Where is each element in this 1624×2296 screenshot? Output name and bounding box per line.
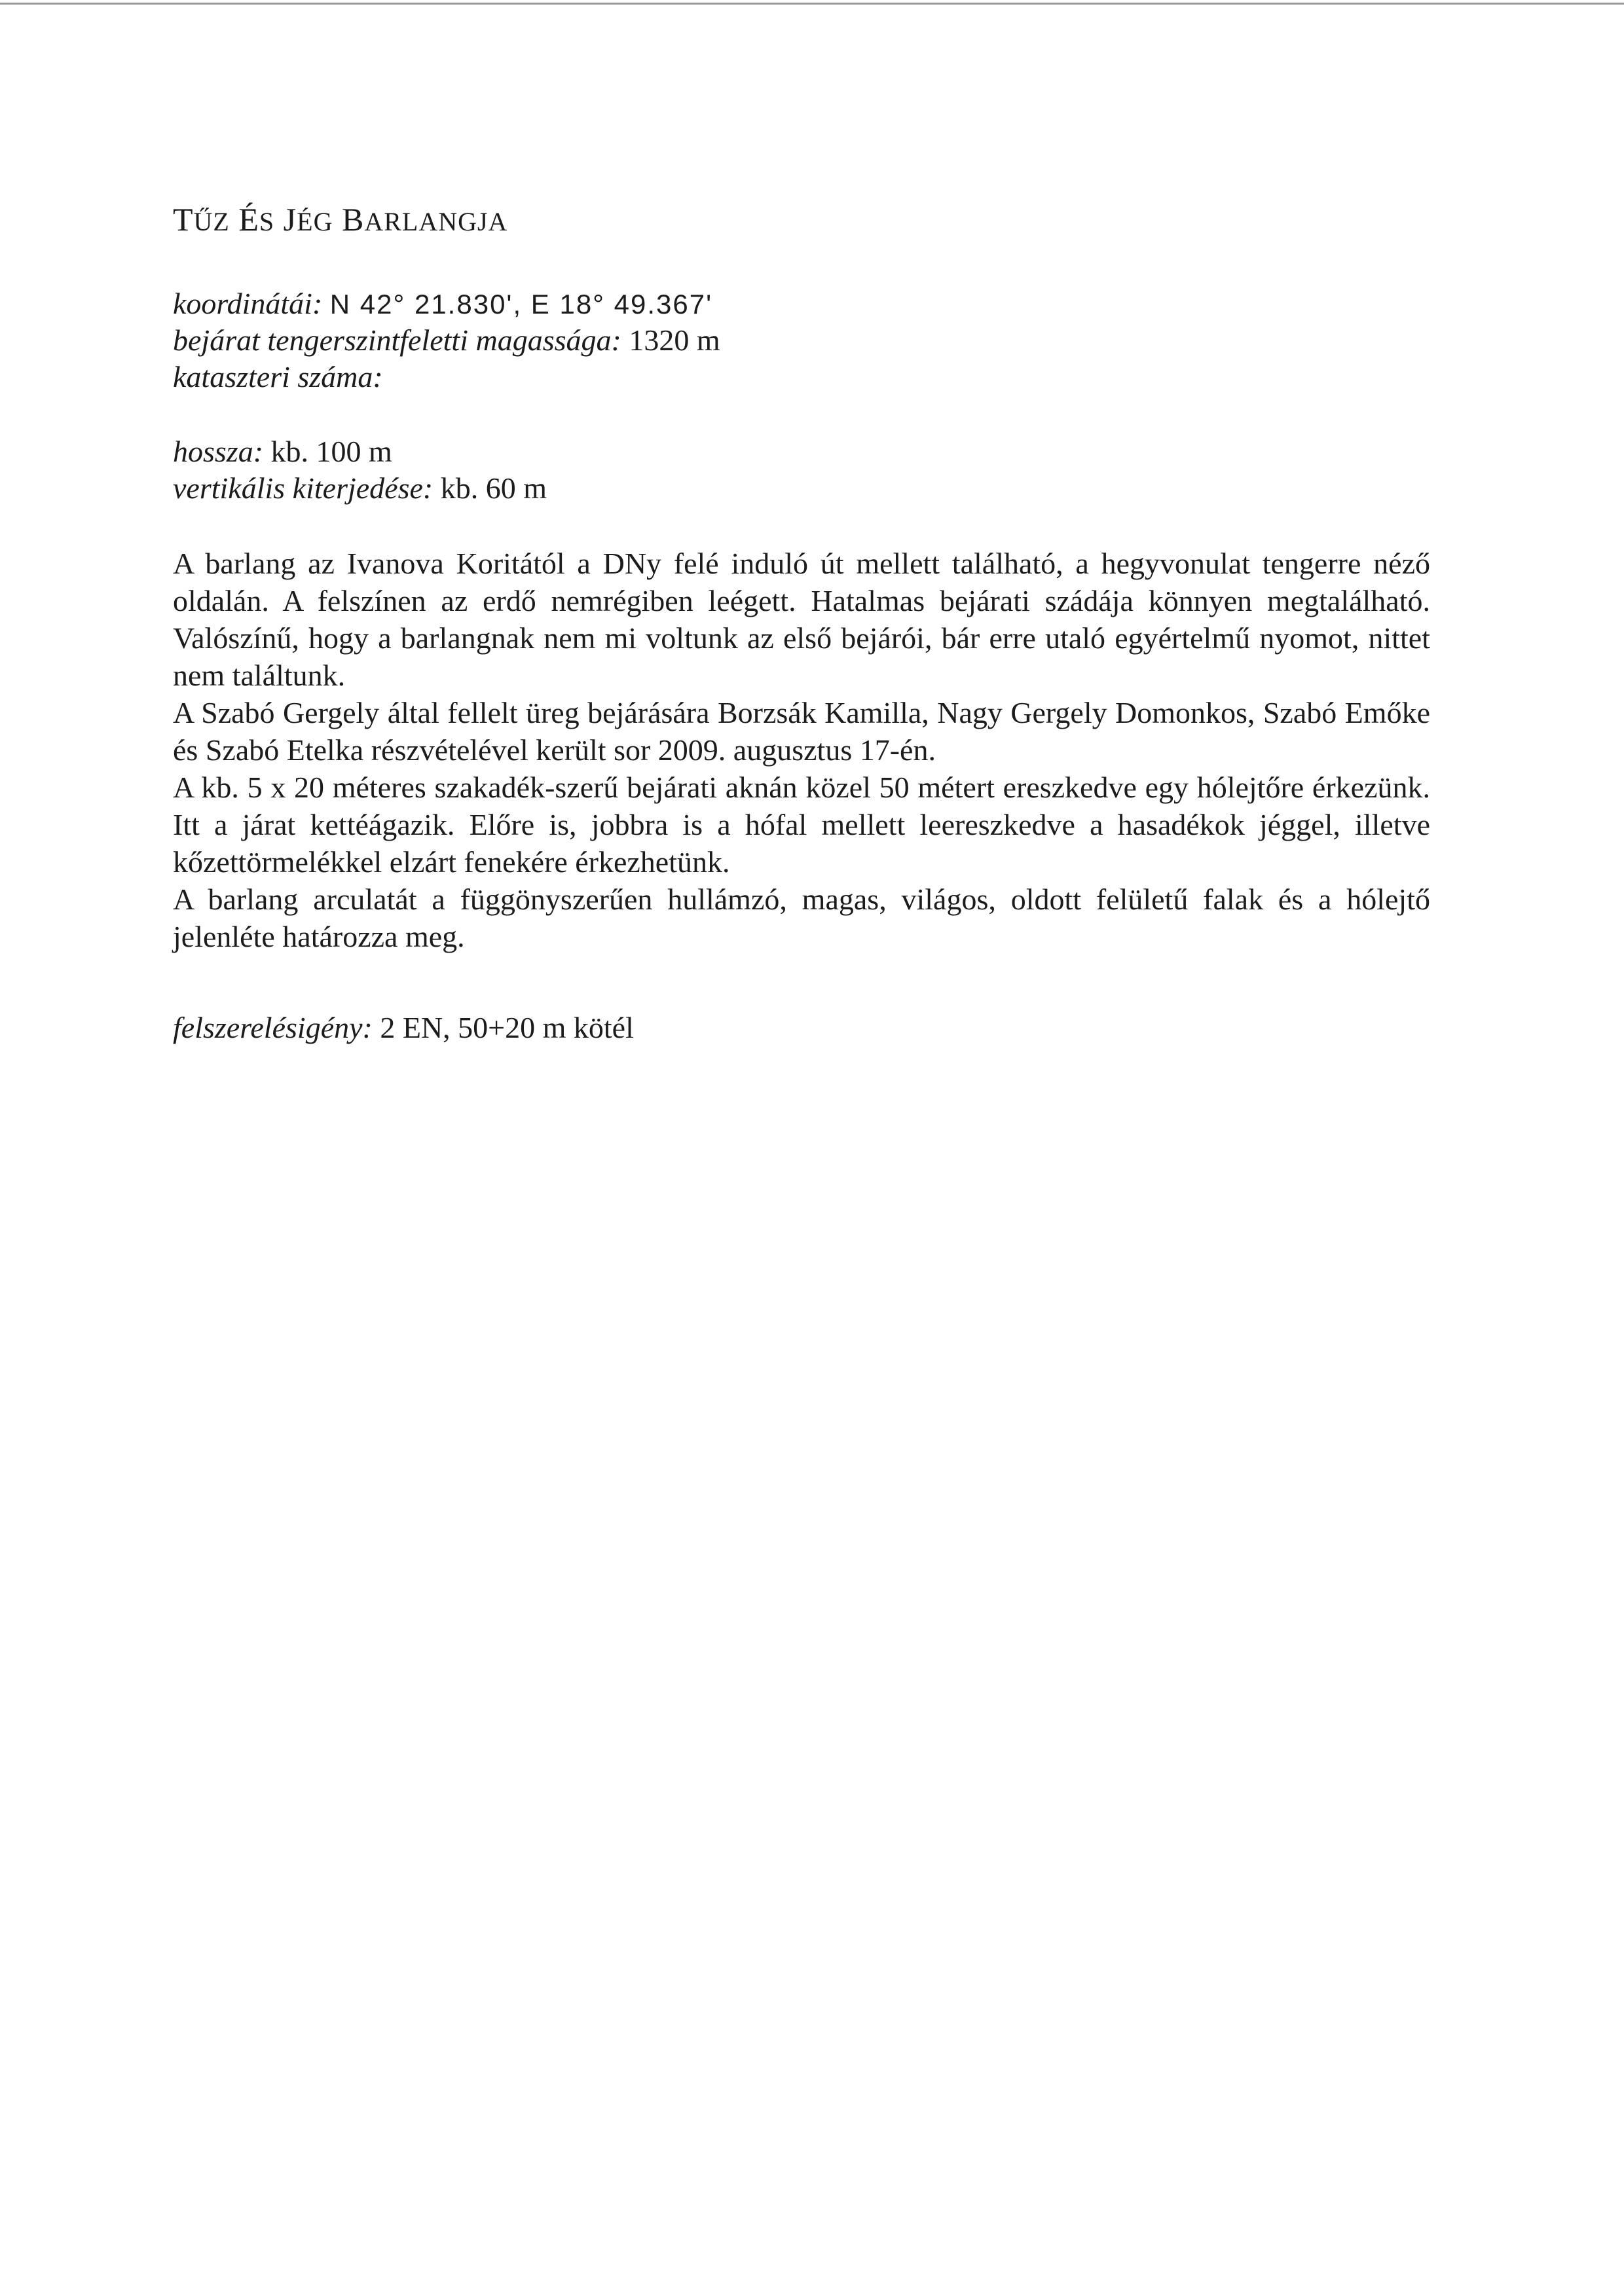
- cadastral-label: kataszteri száma:: [173, 360, 383, 393]
- equipment-line: [173, 1010, 1430, 1046]
- elevation-label: bejárat tengerszintfeletti magassága:: [173, 323, 621, 357]
- elevation-value: 1320 m: [629, 323, 720, 357]
- coordinates-label: koordinátái:: [173, 287, 323, 320]
- length-line: [173, 433, 1430, 470]
- length-label: hossza:: [173, 435, 264, 468]
- description-paragraph: A Szabó Gergely által fellelt üreg bejárására Borzsák Kamilla, Nagy Gergely Domonkos, Szabó Emőke és Szabó Etelka részvételével került sor 2009. augusztus 17-én.: [173, 696, 1430, 767]
- equipment-label: felszerelésigény:: [173, 1011, 373, 1044]
- description-body: [173, 545, 1430, 955]
- elevation-line: [173, 322, 1430, 359]
- cadastral-line: [173, 359, 1430, 395]
- description-paragraph: A kb. 5 x 20 méteres szakadék-szerű bejárati aknán közel 50 métert ereszkedve egy hólejtőre érkezünk. Itt a járat kettéágazik. Előre is, jobbra is a hófal mellett leereszkedve a hasadékok jéggel, illetve kőzettörmelékkel elzárt fenekére érkezhetünk.: [173, 771, 1430, 879]
- description-paragraph: A barlang arculatát a függönyszerűen hullámzó, magas, világos, oldott felületű falak és a hólejtő jelenléte határozza meg.: [173, 883, 1430, 953]
- coordinates-value: N 42° 21.830', E 18° 49.367': [329, 289, 713, 319]
- vertical-extent-line: [173, 470, 1430, 507]
- length-value: kb. 100 m: [270, 435, 392, 468]
- coordinates-line: [173, 285, 1430, 323]
- description-paragraph: A barlang az Ivanova Koritától a DNy felé induló út mellett található, a hegyvonulat tengerre néző oldalán. A felszínen az erdő nemrégiben leégett. Hatalmas bejárati szádája könnyen megtalálható. Valószínű, hogy a barlangnak nem mi voltunk az első bejárói, bár erre utaló egyértelmű nyomot, nittet nem találtunk.: [173, 547, 1430, 692]
- vertical-extent-label: vertikális kiterjedése:: [173, 471, 434, 505]
- equipment-value: 2 EN, 50+20 m kötél: [380, 1011, 634, 1044]
- document-title: TŰZ ÉS JÉG BARLANGJA: [173, 201, 508, 238]
- document-page: [173, 0, 1430, 2296]
- vertical-extent-value: kb. 60 m: [440, 471, 547, 505]
